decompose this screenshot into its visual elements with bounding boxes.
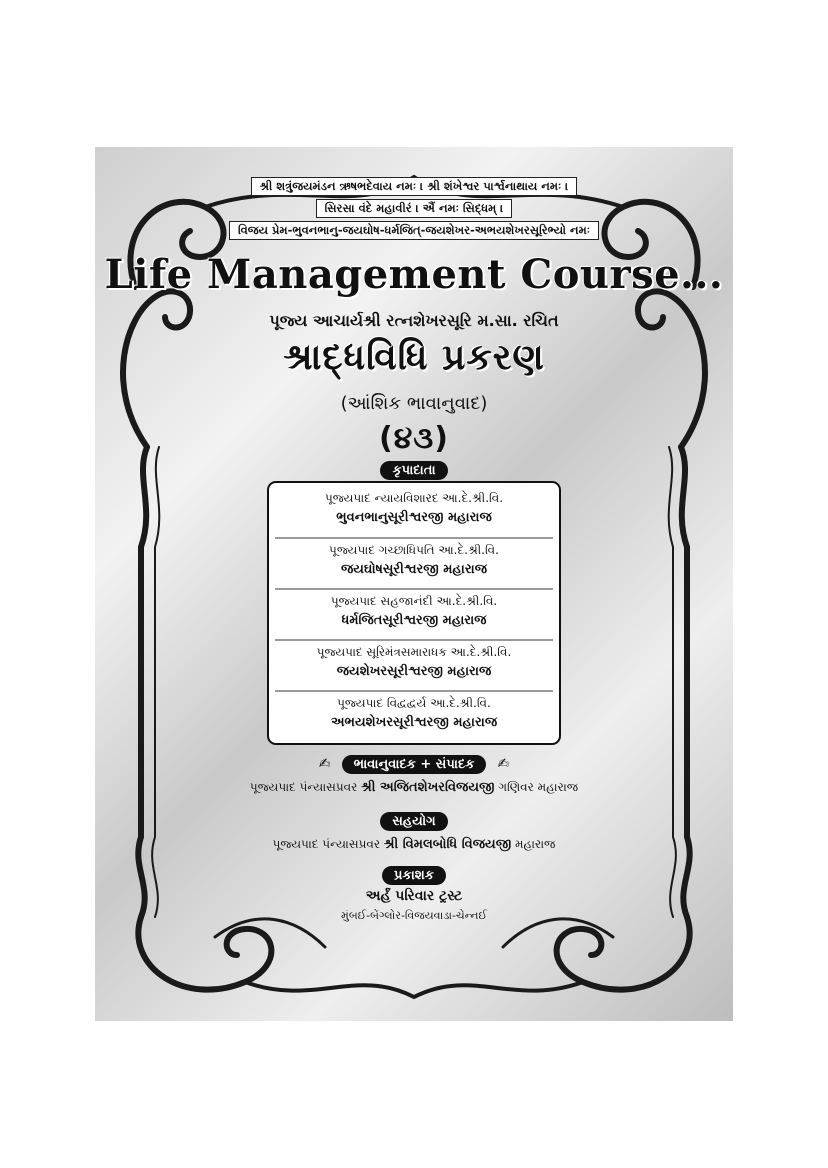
support-credit bbox=[95, 837, 733, 852]
entry-title: પૂજ્યપાદ સહજાનંદી આ.દે.શ્રી.વિ. bbox=[330, 594, 498, 608]
translator-heading: ભાવાનુવાદક + સંપાદક bbox=[342, 755, 487, 774]
pen-icon: ✍ bbox=[318, 755, 331, 772]
gujarati-title: શ્રાદ્ધવિધિ પ્રકરણ bbox=[283, 337, 545, 378]
translator-heading-wrap bbox=[95, 753, 733, 774]
kripadata-heading-wrap bbox=[95, 459, 733, 480]
translator-credit bbox=[95, 780, 733, 795]
entry-name: ધર્મજિતસૂરીશ્વરજી મહારાજ bbox=[341, 613, 487, 628]
publisher-cities: મુંબઈ-બેંગ્લોર-વિજયવાડા-ચેન્નઈ bbox=[341, 909, 487, 922]
kripadata-box bbox=[267, 481, 561, 745]
kripadata-heading: કૃપાદાતા bbox=[380, 461, 447, 480]
entry-name: જયશેખરસૂરીશ્વરજી મહારાજ bbox=[336, 664, 492, 679]
entry-name: ભુવનભાનુસૂરીશ્વરજી મહારાજ bbox=[336, 510, 492, 525]
invocation-text-3: વિજય પ્રેમ-ભુવનભાનુ-જયઘોષ-ધર્મજિત્-જયશેખર-અભયશેખરસૂરિભ્યો નમઃ bbox=[229, 221, 599, 240]
kripadata-entry bbox=[269, 643, 559, 681]
entry-title: પૂજ્યપાદ સૂરિમંત્રસમારાધક આ.દે.શ્રી.વિ. bbox=[316, 645, 512, 659]
pen-icon: ✍ bbox=[497, 755, 510, 772]
support-heading: સહયોગ bbox=[380, 812, 447, 831]
invocation-line-2 bbox=[95, 199, 733, 218]
divider bbox=[275, 588, 553, 590]
entry-title: પૂજ્યપાદ વિદ્વદ્વર્ય આ.દે.શ્રી.વિ. bbox=[337, 696, 491, 710]
support-suffix: મહારાજ bbox=[514, 837, 556, 851]
publisher-heading-wrap bbox=[95, 864, 733, 885]
support-prefix: પૂજ્યપાદ પંન્યાસપ્રવર bbox=[272, 837, 381, 851]
author-line: પૂજ્ય આચાર્યશ્રી રત્નશેખરસૂરિ મ.સા. રચિત bbox=[269, 311, 559, 330]
invocation-text-1: શ્રી શત્રુંજયમંડન ઋષભદેવાય નમઃ । શ્રી શંખેશ્વર પાર્શ્વનાથાય નમઃ । bbox=[251, 177, 578, 196]
publisher-name: અર્હં પરિવાર ટ્રસ્ટ bbox=[365, 888, 463, 904]
translator-suffix: ગણિવર મહારાજ bbox=[498, 780, 579, 794]
entry-name: જયઘોષસૂરીશ્વરજી મહારાજ bbox=[340, 562, 488, 577]
kripadata-entry bbox=[269, 541, 559, 579]
divider bbox=[275, 537, 553, 539]
entry-title: પૂજ્યપાદ ગચ્છાધિપતિ આ.દે.શ્રી.વિ. bbox=[329, 543, 499, 557]
invocation-line-1 bbox=[95, 177, 733, 196]
translator-prefix: પૂજ્યપાદ પંન્યાસપ્રવર bbox=[249, 780, 358, 794]
kripadata-entry bbox=[269, 694, 559, 732]
kripadata-entry bbox=[269, 489, 559, 527]
invocation-text-2: સિરસા વંદે મહાવીરં । ઐં નમઃ સિદ્ધમ્ । bbox=[316, 199, 513, 218]
entry-title: પૂજ્યપાદ ન્યાયવિશારદ આ.દે.શ્રી.વિ. bbox=[324, 491, 504, 505]
support-name: શ્રી વિમલબોધિ વિજયજી bbox=[383, 837, 512, 852]
translator-name: શ્રી અજિતશેખરવિજયજી bbox=[361, 780, 495, 795]
english-title: Life Management Course... bbox=[104, 251, 724, 298]
divider bbox=[275, 639, 553, 641]
divider bbox=[275, 690, 553, 692]
entry-name: અભયશેખરસૂરીશ્વરજી મહારાજ bbox=[330, 715, 498, 730]
publisher-heading: પ્રકાશક bbox=[382, 866, 446, 885]
kripadata-entry bbox=[269, 592, 559, 630]
subtitle: (આંશિક ભાવાનુવાદ) bbox=[340, 393, 488, 414]
support-heading-wrap bbox=[95, 810, 733, 831]
book-cover bbox=[95, 147, 733, 1021]
volume-number: (૪૩) bbox=[378, 421, 449, 456]
invocation-line-3 bbox=[95, 221, 733, 240]
